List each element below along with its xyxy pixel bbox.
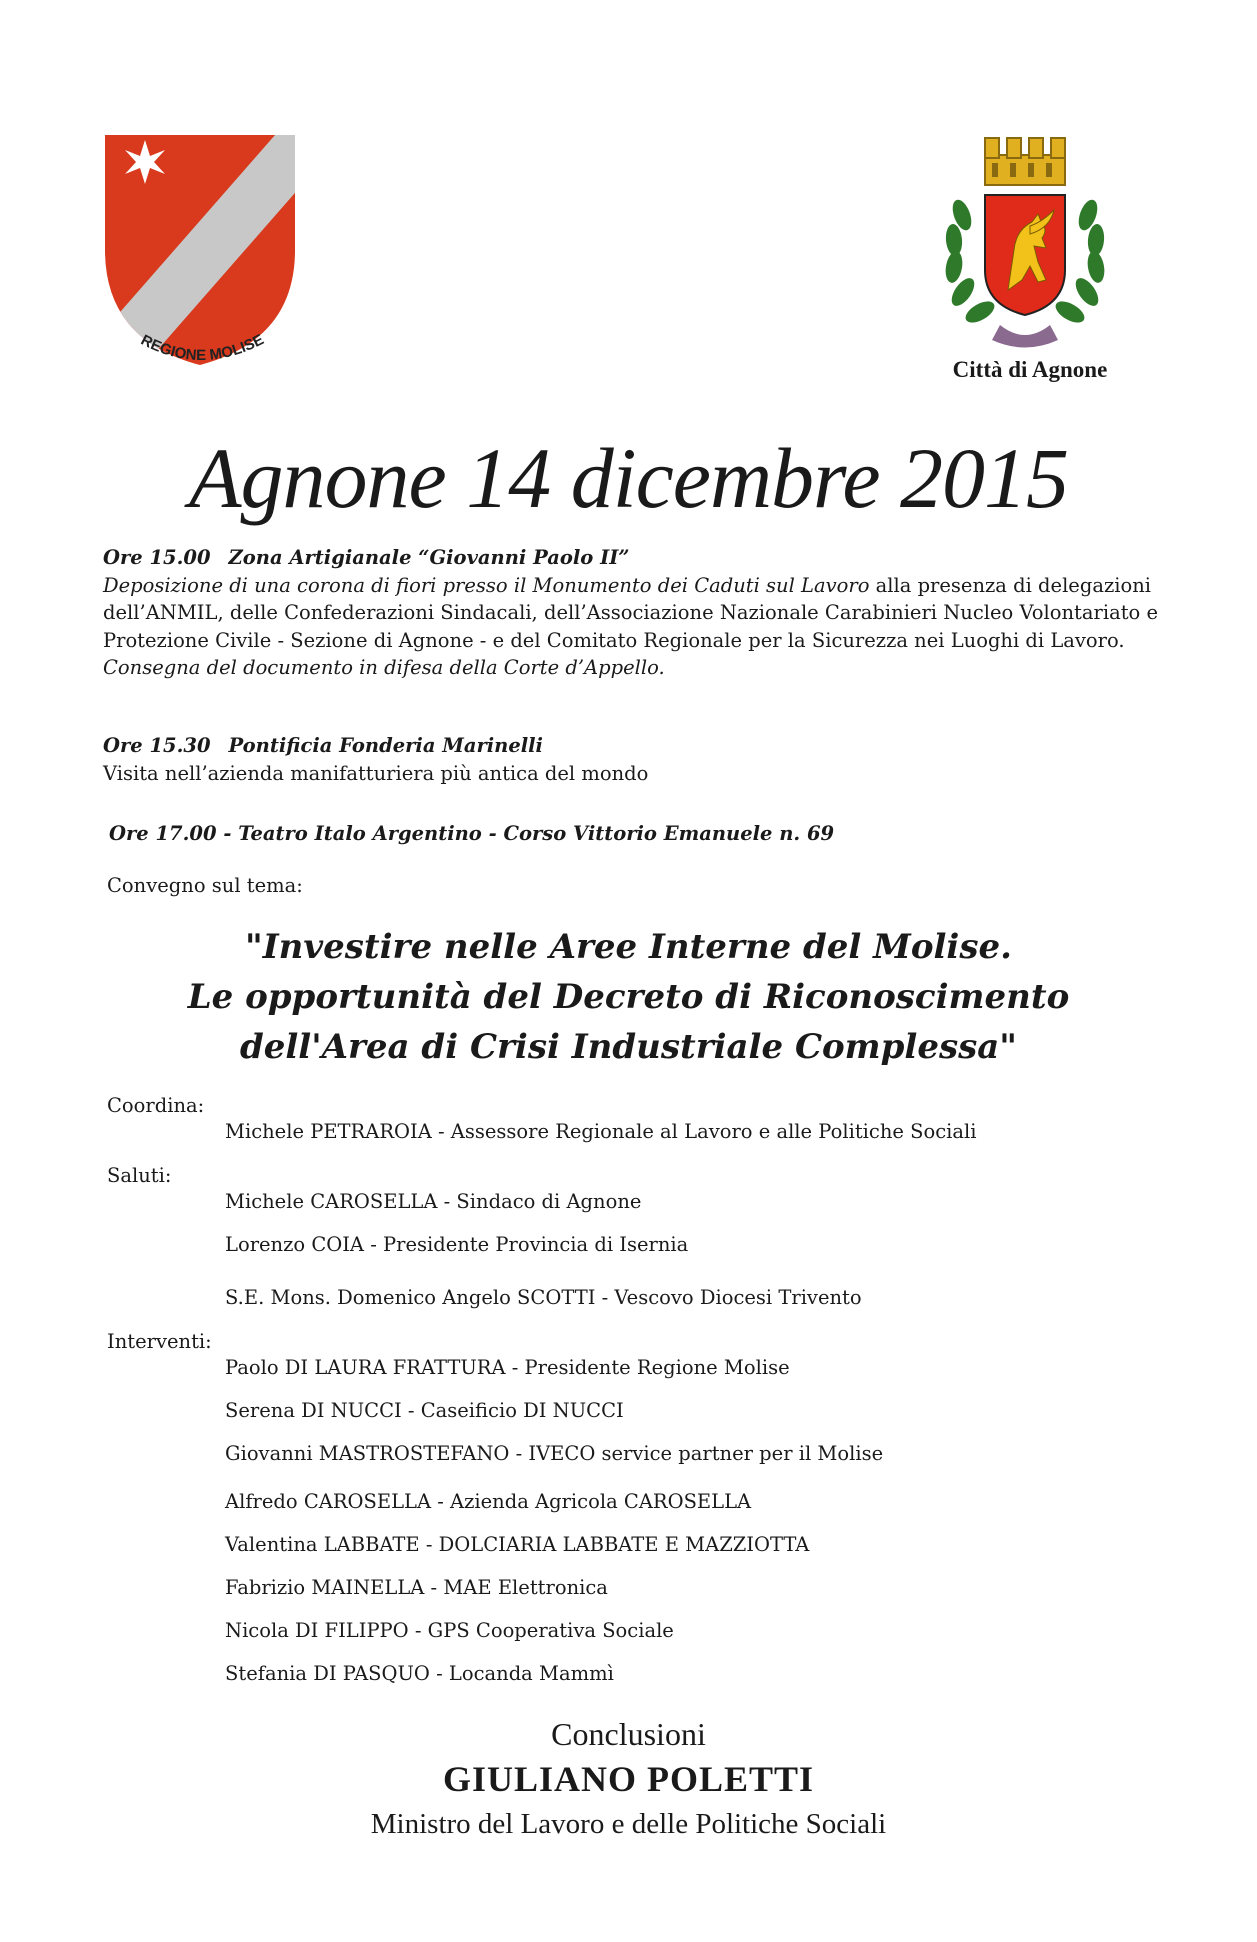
saluti-person-1: Michele CAROSELLA - Sindaco di Agnone <box>225 1190 642 1213</box>
event-1-time: Ore 15.00 <box>103 546 211 569</box>
saluti-person-3: S.E. Mons. Domenico Angelo SCOTTI - Vescovo Diocesi Trivento <box>225 1286 862 1309</box>
agnone-coat-of-arms <box>930 130 1120 370</box>
conclusioni-name: GIULIANO POLETTI <box>442 1759 815 1799</box>
event-1-description <box>103 572 1163 655</box>
regione-molise-label: REGIONE MOLISE <box>138 331 267 365</box>
event-3-time: Ore 17.00 <box>109 822 217 845</box>
event-1 <box>103 544 1163 682</box>
coordina-label: Coordina: <box>107 1094 205 1117</box>
event-2-place: Pontificia Fonderia Marinelli <box>228 734 543 757</box>
interventi-person-4: Alfredo CAROSELLA - Azienda Agricola CAROSELLA <box>225 1490 752 1513</box>
event-1-extra: Consegna del documento in difesa della Corte d’Appello. <box>103 656 665 679</box>
conclusioni-role: Ministro del Lavoro e delle Politiche Sociali <box>370 1808 887 1840</box>
agnone-crest-icon <box>930 130 1120 360</box>
interventi-person-5: Valentina LABBATE - DOLCIARIA LABBATE E MAZZIOTTA <box>225 1533 810 1556</box>
event-2-description: Visita nell’azienda manifatturiera più antica del mondo <box>103 761 649 785</box>
interventi-person-6: Fabrizio MAINELLA - MAE Elettronica <box>225 1576 608 1599</box>
event-2-time: Ore 15.30 <box>103 734 211 757</box>
interventi-person-2: Serena DI NUCCI - Caseificio DI NUCCI <box>225 1399 624 1422</box>
coordina-person-1: Michele PETRAROIA - Assessore Regionale al Lavoro e alle Politiche Sociali <box>225 1120 977 1143</box>
convegno-title-line-3: dell'Area di Crisi Industriale Complessa" <box>239 1027 1018 1067</box>
conclusioni-label: Conclusioni <box>551 1716 706 1752</box>
event-1-place: Zona Artigianale “Giovanni Paolo II” <box>228 546 630 569</box>
saluti-person-2: Lorenzo COIA - Presidente Provincia di Isernia <box>225 1233 689 1256</box>
event-2-header <box>103 732 1163 760</box>
event-1-header <box>103 544 1163 572</box>
interventi-person-3: Giovanni MASTROSTEFANO - IVECO service partner per il Molise <box>225 1442 884 1465</box>
citta-di-agnone-label: Città di Agnone <box>952 357 1108 382</box>
event-2 <box>103 732 1163 787</box>
event-1-description-italic: Deposizione di una corona di fiori presso il Monumento dei Caduti sul Lavoro <box>103 573 870 597</box>
saluti-label: Saluti: <box>107 1164 172 1187</box>
event-3-place: - Teatro Italo Argentino - Corso Vittorio Emanuele n. 69 <box>223 822 835 845</box>
interventi-person-7: Nicola DI FILIPPO - GPS Cooperativa Sociale <box>225 1619 674 1642</box>
convegno-title-line-2: Le opportunità del Decreto di Riconoscimento <box>187 977 1070 1017</box>
page-title: Agnone 14 dicembre 2015 <box>189 430 1068 526</box>
convegno-title-line-1: "Investire nelle Aree Interne del Molise. <box>245 927 1012 967</box>
regione-molise-logo <box>100 130 310 390</box>
event-1-description-text: alla presenza di delegazioni dell’ANMIL, delle Confederazioni Sindacali, dell’Associazione Nazionale Carabinieri Nucleo Volontariato e Protezione Civile - Sezione di Agnone - e del Comitato Regionale per la Sicurezza nei Luoghi di Lavoro. <box>103 573 1159 652</box>
convegno-intro: Convegno sul tema: <box>107 874 303 897</box>
regione-molise-shield-icon <box>100 130 310 390</box>
event-3 <box>109 820 1169 848</box>
event-3-header <box>109 820 1169 848</box>
convegno-title <box>0 922 1257 1072</box>
interventi-person-8: Stefania DI PASQUO - Locanda Mammì <box>225 1662 614 1685</box>
interventi-label: Interventi: <box>107 1330 212 1353</box>
interventi-person-1: Paolo DI LAURA FRATTURA - Presidente Regione Molise <box>225 1356 790 1379</box>
